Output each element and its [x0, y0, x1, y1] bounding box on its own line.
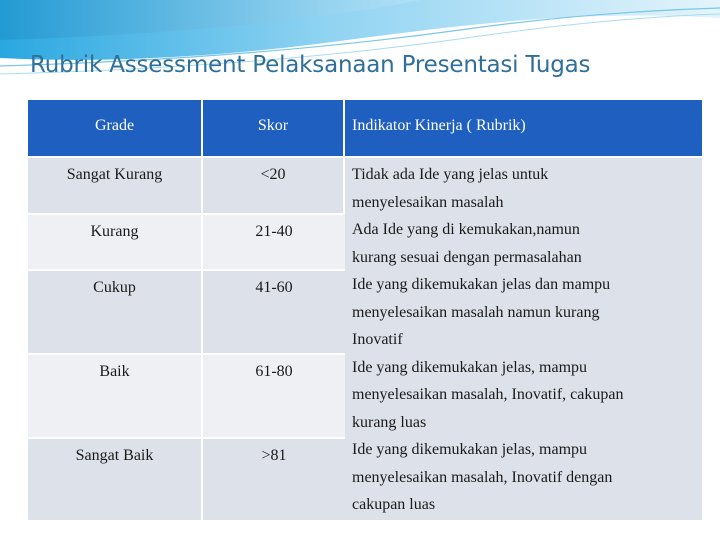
skor-cell: >81: [203, 437, 345, 520]
grade-cell: Kurang: [28, 213, 203, 270]
table-row: [28, 156, 702, 213]
indikator-line: menyelesaikan masalah, Inovatif dengan: [352, 468, 613, 486]
indikator-line: kurang sesuai dengan permasalahan: [352, 248, 582, 266]
grade-cell: Sangat Baik: [28, 437, 203, 520]
indikator-line: Ide yang dikemukakan jelas, mampu: [352, 358, 588, 376]
rubric-table: [28, 100, 702, 520]
indikator-line: Tidak ada Ide yang jelas untuk: [352, 166, 549, 183]
skor-cell: 41-60: [203, 269, 345, 353]
slide-title: Rubrik Assessment Pelaksanaan Presentasi Tugas: [30, 52, 591, 78]
grade-cell: Baik: [28, 353, 203, 437]
skor-cell: 21-40: [203, 213, 345, 270]
grade-cell: Sangat Kurang: [28, 156, 203, 213]
indikator-line: menyelesaikan masalah namun kurang: [352, 303, 600, 321]
skor-cell: <20: [203, 156, 345, 213]
table-header-row: [28, 100, 702, 156]
indikator-line: kurang luas: [352, 413, 427, 431]
indikator-line: menyelesaikan masalah: [352, 193, 504, 211]
indikator-line: Ide yang dikemukakan jelas, mampu: [352, 441, 588, 458]
indikator-cell: [345, 156, 702, 520]
indikator-line: cakupan luas: [352, 496, 436, 513]
column-header-skor: Skor: [203, 100, 345, 156]
indikator-line: menyelesaikan masalah, Inovatif, cakupan: [352, 386, 624, 403]
column-header-grade: Grade: [28, 100, 203, 156]
skor-cell: 61-80: [203, 353, 345, 437]
indikator-line: Inovatif: [352, 331, 403, 348]
indikator-line: Ide yang dikemukakan jelas dan mampu: [352, 276, 611, 293]
column-header-indikator: Indikator Kinerja ( Rubrik): [345, 100, 702, 156]
grade-cell: Cukup: [28, 269, 203, 353]
indikator-line: Ada Ide yang di kemukakan,namun: [352, 221, 580, 238]
